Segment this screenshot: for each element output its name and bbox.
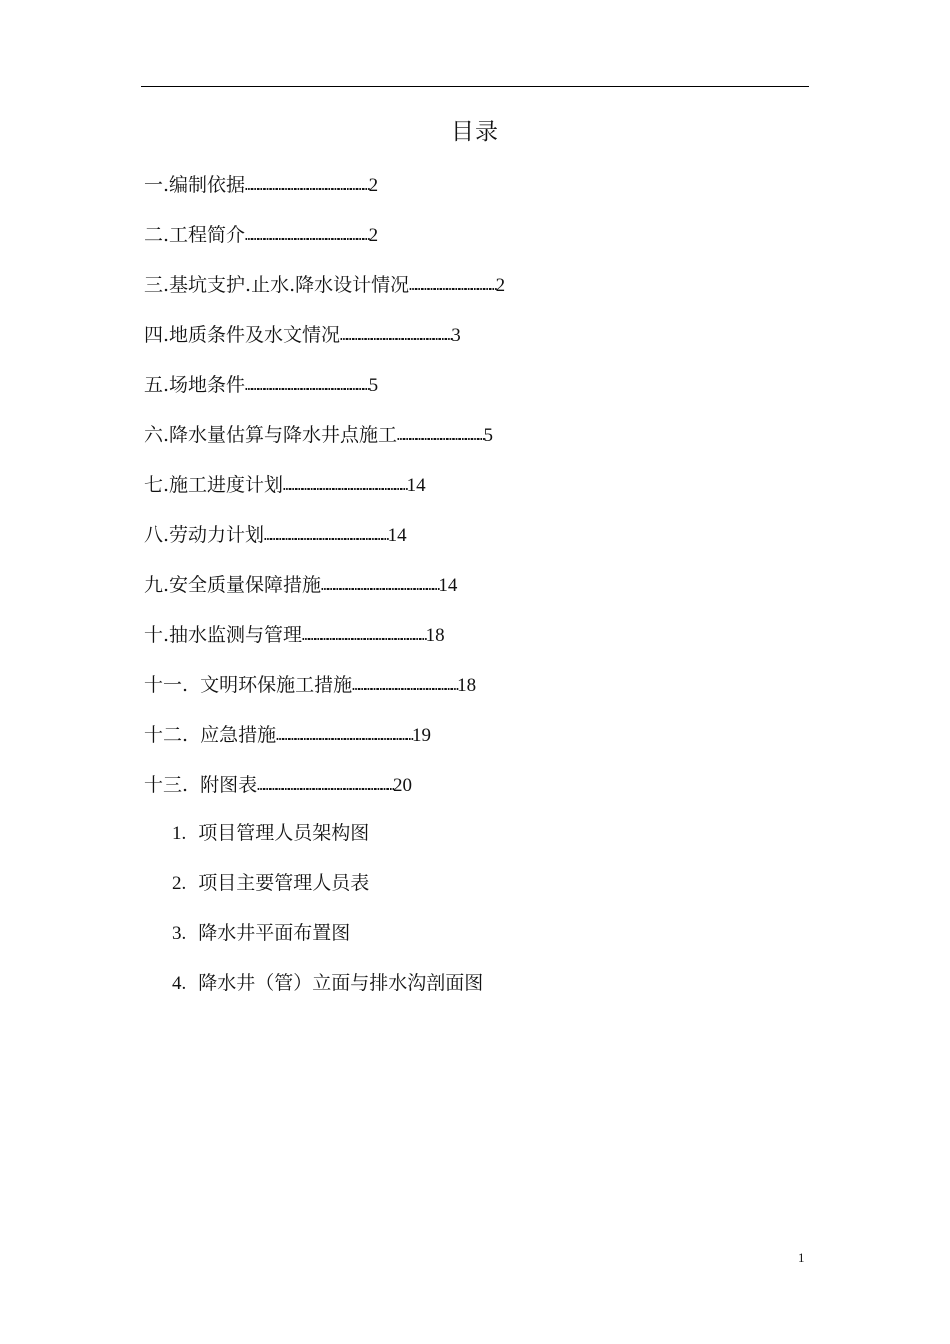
appendix-item-number: 4. [172, 973, 187, 994]
toc-entry-label: 一.编制依据 [144, 174, 246, 196]
toc-list [144, 169, 505, 819]
toc-leader-dots: …………………………………………… [352, 679, 458, 694]
toc-entry-label: 十三. 附图表 [144, 774, 258, 796]
toc-page-number: 14 [387, 525, 407, 546]
toc-leader-dots: …………………………………… [409, 279, 496, 294]
toc-page-number: 3 [451, 325, 461, 346]
toc-entry-label: 八.劳动力计划 [144, 524, 265, 546]
appendix-item-label: 降水井（管）立面与排水沟剖面图 [198, 972, 484, 994]
toc-page-number: 20 [393, 775, 413, 796]
toc-leader-dots: …………………………………………………… [302, 629, 426, 644]
appendix-item[interactable] [172, 967, 483, 1017]
toc-leader-dots: …………………………………………………… [245, 179, 369, 194]
toc-leader-dots: ………………………………………………… [321, 579, 439, 594]
appendix-item[interactable] [172, 817, 483, 867]
toc-entry[interactable] [144, 419, 505, 469]
page-number: 1 [798, 1250, 805, 1265]
appendix-item[interactable] [172, 917, 483, 967]
toc-entry[interactable] [144, 669, 505, 719]
toc-entry[interactable] [144, 519, 505, 569]
toc-entry-label: 十一. 文明环保施工措施 [144, 674, 353, 696]
toc-entry-label: 九.安全质量保障措施 [144, 574, 322, 596]
toc-entry-label: 六.降水量估算与降水井点施工 [144, 424, 398, 446]
toc-leader-dots: ……………………………………………… [340, 329, 452, 344]
header-rule [141, 86, 809, 87]
toc-leader-dots: ………………………………………………………… [276, 729, 413, 744]
toc-entry-label: 五.场地条件 [144, 374, 246, 396]
appendix-item[interactable] [172, 867, 483, 917]
appendix-item-label: 项目管理人员架构图 [198, 822, 370, 844]
toc-entry[interactable] [144, 719, 505, 769]
toc-entry-label: 三.基坑支护.止水.降水设计情况 [144, 274, 410, 296]
toc-entry[interactable] [144, 319, 505, 369]
toc-entry[interactable] [144, 469, 505, 519]
toc-page-number: 19 [412, 725, 432, 746]
toc-leader-dots: …………………………………………………… [245, 229, 369, 244]
toc-page-number: 5 [483, 425, 494, 446]
toc-entry-label: 十.抽水监测与管理 [144, 624, 303, 646]
toc-entry[interactable] [144, 369, 505, 419]
toc-leader-dots: …………………………………… [397, 429, 484, 444]
appendix-item-label: 项目主要管理人员表 [198, 872, 370, 894]
toc-page-number: 18 [457, 675, 477, 696]
appendix-item-number: 2. [172, 873, 187, 894]
toc-entry-label: 十二. 应急措施 [144, 724, 277, 746]
appendix-sub-list [172, 817, 483, 1017]
toc-page-number: 14 [406, 475, 426, 496]
toc-page-number: 2 [368, 175, 379, 196]
toc-entry[interactable] [144, 169, 505, 219]
toc-entry-label: 七.施工进度计划 [144, 474, 284, 496]
toc-leader-dots: …………………………………………………… [245, 379, 369, 394]
appendix-item-number: 1. [172, 823, 187, 844]
appendix-item-label: 降水井平面布置图 [198, 922, 351, 944]
toc-entry[interactable] [144, 619, 505, 669]
toc-page-number: 14 [438, 575, 458, 596]
toc-entry[interactable] [144, 219, 505, 269]
toc-page-number: 18 [425, 625, 445, 646]
toc-entry[interactable] [144, 769, 505, 819]
toc-leader-dots: ………………………………………………………… [257, 779, 394, 794]
toc-leader-dots: …………………………………………………… [283, 479, 407, 494]
toc-entry[interactable] [144, 569, 505, 619]
toc-page-number: 2 [495, 275, 506, 296]
toc-leader-dots: …………………………………………………… [264, 529, 388, 544]
toc-entry[interactable] [144, 269, 505, 319]
toc-entry-label: 二.工程简介 [144, 224, 246, 246]
toc-page-number: 2 [368, 225, 379, 246]
toc-title: 目录 [451, 119, 499, 145]
toc-entry-label: 四.地质条件及水文情况 [144, 324, 341, 346]
toc-page-number: 5 [368, 375, 379, 396]
appendix-item-number: 3. [172, 923, 187, 944]
